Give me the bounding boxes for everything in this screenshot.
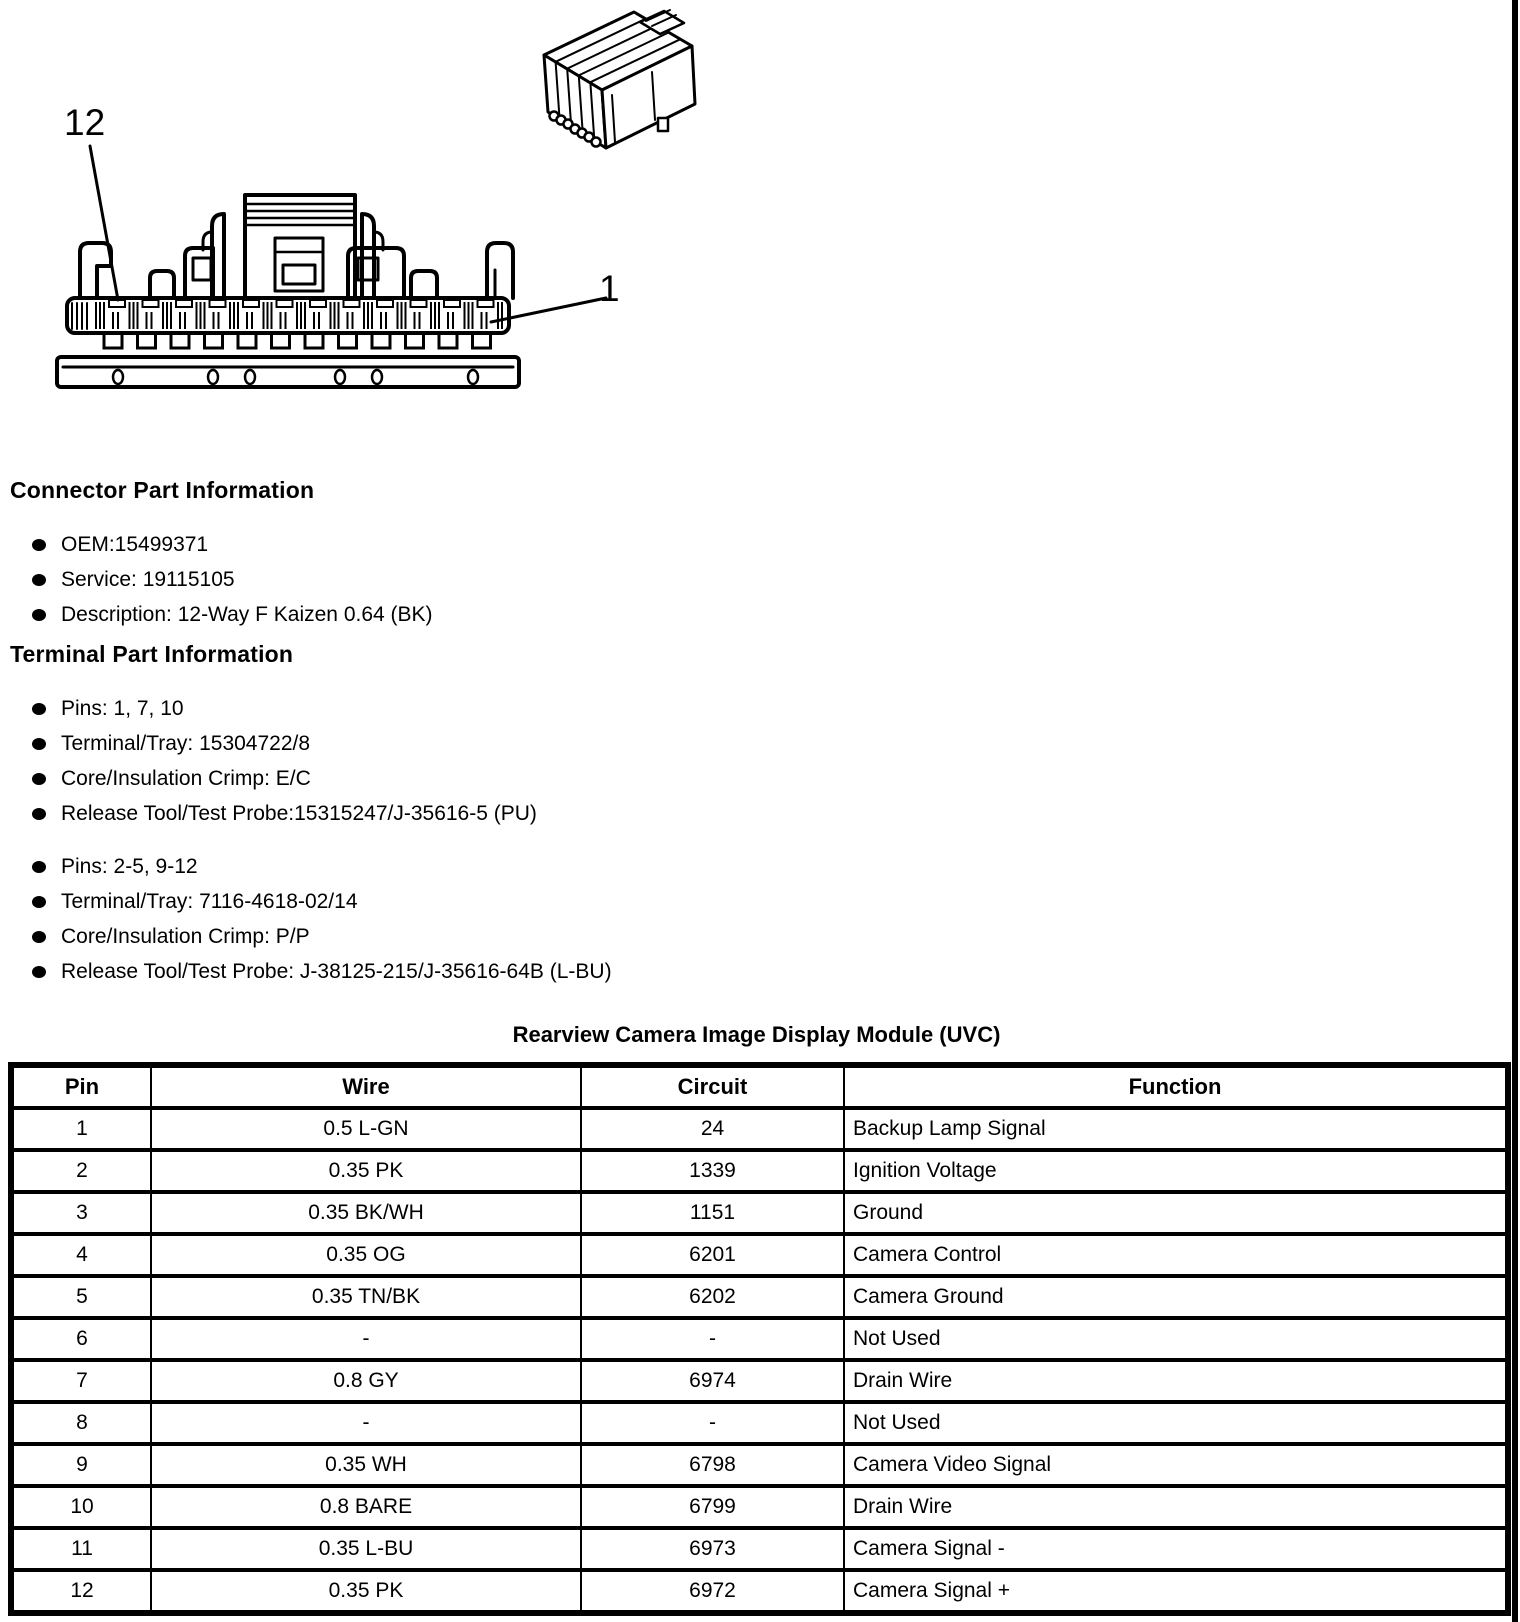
circuit-cell: - <box>581 1318 844 1360</box>
list-item <box>10 761 537 796</box>
column-header-pin: Pin <box>11 1065 151 1108</box>
list-item <box>10 691 537 726</box>
pin-cell: 11 <box>11 1528 151 1570</box>
bullet-icon <box>32 539 46 551</box>
wire-cell: 0.8 GY <box>151 1360 581 1402</box>
circuit-cell: 1151 <box>581 1192 844 1234</box>
wire-cell: 0.35 PK <box>151 1150 581 1192</box>
bullet-icon <box>32 896 46 908</box>
wire-cell: 0.35 WH <box>151 1444 581 1486</box>
function-cell: Camera Video Signal <box>844 1444 1508 1486</box>
circuit-cell: 6972 <box>581 1570 844 1613</box>
function-cell: Drain Wire <box>844 1486 1508 1528</box>
list-item <box>10 726 537 761</box>
connector-part-information-heading: Connector Part Information <box>10 477 315 503</box>
pinout-header-row <box>11 1065 1508 1108</box>
connector-info-list <box>10 527 433 632</box>
pinout-row <box>11 1486 1508 1528</box>
pinout-row <box>11 1360 1508 1402</box>
bullet-icon <box>32 861 46 873</box>
wire-cell: - <box>151 1402 581 1444</box>
list-item <box>10 849 612 884</box>
pinout-row <box>11 1234 1508 1276</box>
circuit-cell: 6201 <box>581 1234 844 1276</box>
pin-cell: 7 <box>11 1360 151 1402</box>
pin-12-callout-label: 12 <box>64 102 106 143</box>
list-item-text: Core/Insulation Crimp: P/P <box>61 924 310 948</box>
circuit-cell: 6202 <box>581 1276 844 1318</box>
bullet-icon <box>32 773 46 785</box>
pinout-row <box>11 1402 1508 1444</box>
terminal-info-group-2 <box>10 849 612 989</box>
circuit-cell: - <box>581 1402 844 1444</box>
wire-cell: 0.35 PK <box>151 1570 581 1613</box>
function-cell: Backup Lamp Signal <box>844 1108 1508 1150</box>
connector-front-view-drawing <box>50 100 650 390</box>
column-header-circuit: Circuit <box>581 1065 844 1108</box>
list-item-text: Terminal/Tray: 15304722/8 <box>61 731 311 755</box>
pinout-table <box>8 1062 1511 1616</box>
list-item-text: Terminal/Tray: 7116-4618-02/14 <box>61 889 358 913</box>
pin-cell: 8 <box>11 1402 151 1444</box>
list-item <box>10 527 433 562</box>
pin-cell: 5 <box>11 1276 151 1318</box>
bullet-icon <box>32 808 46 820</box>
list-item-text: OEM:15499371 <box>61 532 209 556</box>
page-edge-rule <box>1512 0 1518 1622</box>
bullet-icon <box>32 609 46 621</box>
circuit-cell: 6973 <box>581 1528 844 1570</box>
bullet-icon <box>32 738 46 750</box>
list-item <box>10 562 433 597</box>
pinout-row <box>11 1192 1508 1234</box>
circuit-cell: 1339 <box>581 1150 844 1192</box>
circuit-cell: 6798 <box>581 1444 844 1486</box>
function-cell: Ignition Voltage <box>844 1150 1508 1192</box>
bullet-icon <box>32 966 46 978</box>
terminal-info-group-1 <box>10 691 537 831</box>
wire-cell: 0.35 L-BU <box>151 1528 581 1570</box>
pinout-row <box>11 1318 1508 1360</box>
bullet-icon <box>32 703 46 715</box>
wire-cell: 0.5 L-GN <box>151 1108 581 1150</box>
wire-cell: - <box>151 1318 581 1360</box>
list-item-text: Release Tool/Test Probe:15315247/J-35616-5 (PU) <box>61 801 537 825</box>
list-item-text: Release Tool/Test Probe: J-38125-215/J-35616-64B (L-BU) <box>61 959 612 983</box>
bullet-icon <box>32 574 46 586</box>
pinout-row <box>11 1108 1508 1150</box>
pinout-row <box>11 1276 1508 1318</box>
pin-cell: 2 <box>11 1150 151 1192</box>
list-item <box>10 919 612 954</box>
pinout-row <box>11 1528 1508 1570</box>
function-cell: Camera Ground <box>844 1276 1508 1318</box>
circuit-cell: 6799 <box>581 1486 844 1528</box>
pinout-row <box>11 1444 1508 1486</box>
column-header-function: Function <box>844 1065 1508 1108</box>
function-cell: Drain Wire <box>844 1360 1508 1402</box>
pinout-table-title: Rearview Camera Image Display Module (UVC) <box>512 1022 1001 1047</box>
list-item-text: Core/Insulation Crimp: E/C <box>61 766 311 790</box>
function-cell: Camera Signal - <box>844 1528 1508 1570</box>
list-item-text: Service: 19115105 <box>61 567 235 591</box>
wire-cell: 0.35 BK/WH <box>151 1192 581 1234</box>
pin-cell: 9 <box>11 1444 151 1486</box>
circuit-cell: 6974 <box>581 1360 844 1402</box>
function-cell: Not Used <box>844 1318 1508 1360</box>
bullet-icon <box>32 931 46 943</box>
list-item-text: Pins: 1, 7, 10 <box>61 696 184 720</box>
pin-cell: 4 <box>11 1234 151 1276</box>
pin-cell: 6 <box>11 1318 151 1360</box>
function-cell: Camera Signal + <box>844 1570 1508 1613</box>
terminal-part-information-heading: Terminal Part Information <box>10 641 294 667</box>
pin-cell: 10 <box>11 1486 151 1528</box>
function-cell: Ground <box>844 1192 1508 1234</box>
wire-cell: 0.35 OG <box>151 1234 581 1276</box>
list-item <box>10 597 433 632</box>
pin-cell: 12 <box>11 1570 151 1613</box>
circuit-cell: 24 <box>581 1108 844 1150</box>
function-cell: Camera Control <box>844 1234 1508 1276</box>
pinout-row <box>11 1150 1508 1192</box>
pin-12-leader-line <box>90 146 118 300</box>
list-item <box>10 884 612 919</box>
wire-cell: 0.8 BARE <box>151 1486 581 1528</box>
pinout-row <box>11 1570 1508 1613</box>
function-cell: Not Used <box>844 1402 1508 1444</box>
list-item-text: Description: 12-Way F Kaizen 0.64 (BK) <box>61 602 433 626</box>
pin-cell: 1 <box>11 1108 151 1150</box>
list-item <box>10 796 537 831</box>
pin-1-callout-label: 1 <box>599 268 620 309</box>
list-item-text: Pins: 2-5, 9-12 <box>61 854 198 878</box>
pin-cell: 3 <box>11 1192 151 1234</box>
wire-cell: 0.35 TN/BK <box>151 1276 581 1318</box>
list-item <box>10 954 612 989</box>
column-header-wire: Wire <box>151 1065 581 1108</box>
